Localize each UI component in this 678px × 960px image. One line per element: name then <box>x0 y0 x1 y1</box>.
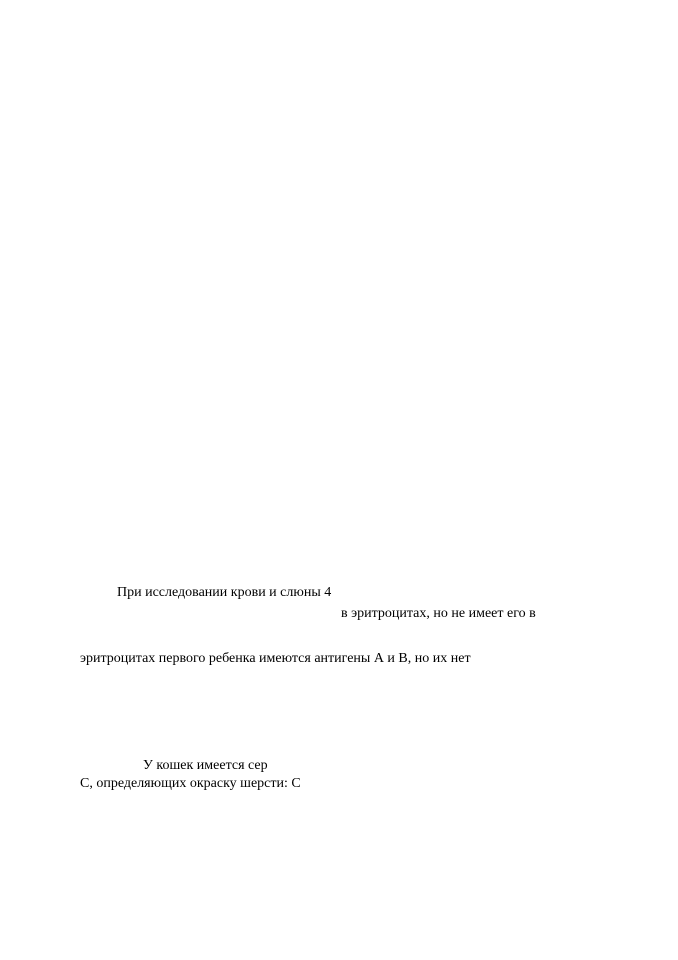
text-line-1: При исследовании крови и слюны 4 <box>117 585 332 600</box>
text-line-2: в эритроцитах, но не имеет его в <box>341 606 536 621</box>
text-line-4: У кошек имеется сер <box>143 758 268 773</box>
text-line-5: С, определяющих окраску шерсти: С <box>80 776 301 791</box>
text-line-3: эритроцитах первого ребенка имеются антигены А и В, но их нет <box>80 651 471 666</box>
